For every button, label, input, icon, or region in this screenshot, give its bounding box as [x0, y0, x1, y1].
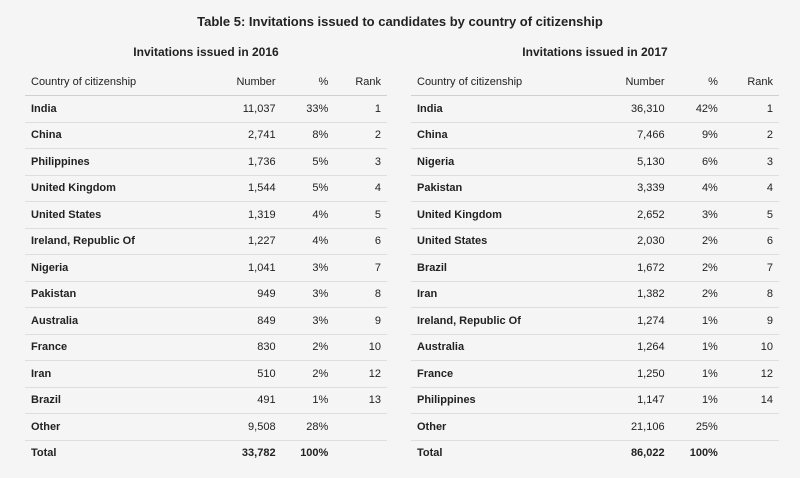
cell-rank: 7: [718, 255, 779, 282]
header-number: Number: [186, 69, 275, 96]
table-row: [411, 175, 779, 202]
table-2016-panel: [25, 44, 387, 466]
cell-country: China: [411, 122, 574, 149]
cell-rank: 3: [718, 149, 779, 176]
cell-rank: 13: [328, 387, 387, 414]
header-pct: %: [276, 69, 329, 96]
cell-pct: 1%: [665, 387, 718, 414]
cell-pct: 6%: [665, 149, 718, 176]
cell-country: Brazil: [25, 387, 186, 414]
cell-pct: 5%: [276, 175, 329, 202]
cell-pct: 1%: [665, 361, 718, 388]
cell-country: China: [25, 122, 186, 149]
cell-pct: 8%: [276, 122, 329, 149]
cell-pct: 3%: [276, 255, 329, 282]
cell-pct: 3%: [276, 308, 329, 335]
cell-pct: 2%: [276, 334, 329, 361]
cell-rank: 2: [718, 122, 779, 149]
cell-rank: 5: [718, 202, 779, 229]
cell-pct: 4%: [276, 202, 329, 229]
total-number: 86,022: [630, 447, 665, 460]
table-row: [25, 96, 387, 123]
cell-pct: 4%: [665, 175, 718, 202]
cell-rank: 8: [328, 281, 387, 308]
cell-number: 1,544: [186, 175, 275, 202]
cell-pct: 2%: [665, 255, 718, 282]
cell-number: 1,736: [186, 149, 275, 176]
table-row: [25, 149, 387, 176]
cell-country: India: [25, 96, 186, 123]
cell-country: France: [25, 334, 186, 361]
cell-number: 491: [186, 387, 275, 414]
table-2017-body: [411, 96, 779, 467]
cell-number: 1,382: [574, 281, 664, 308]
cell-pct: 25%: [665, 414, 718, 441]
total-rank: [328, 440, 387, 466]
cell-country: United States: [411, 228, 574, 255]
cell-country: Pakistan: [411, 175, 574, 202]
cell-rank: 5: [328, 202, 387, 229]
table-row: [411, 255, 779, 282]
cell-pct: 3%: [276, 281, 329, 308]
total-pct: 100%: [300, 447, 329, 460]
cell-number: 2,030: [574, 228, 664, 255]
table-row: [411, 414, 779, 441]
cell-rank: 9: [328, 308, 387, 335]
total-label: Total: [31, 447, 57, 460]
table-row: [25, 361, 387, 388]
cell-country: France: [411, 361, 574, 388]
table-row: [25, 308, 387, 335]
header-rank: Rank: [328, 69, 387, 96]
cell-pct: 2%: [276, 361, 329, 388]
cell-country: Ireland, Republic Of: [25, 228, 186, 255]
table-row: [411, 387, 779, 414]
cell-number: 1,227: [186, 228, 275, 255]
cell-rank: 7: [328, 255, 387, 282]
cell-country: United States: [25, 202, 186, 229]
cell-rank: 2: [328, 122, 387, 149]
cell-pct: 1%: [665, 334, 718, 361]
cell-number: 510: [186, 361, 275, 388]
cell-rank: 3: [328, 149, 387, 176]
cell-pct: 1%: [665, 308, 718, 335]
table-row: [25, 281, 387, 308]
header-pct: %: [665, 69, 718, 96]
table-row: [25, 255, 387, 282]
cell-country: Australia: [25, 308, 186, 335]
cell-pct: 2%: [665, 228, 718, 255]
cell-number: 3,339: [574, 175, 664, 202]
table-row: [25, 387, 387, 414]
table-2017-title: Invitations issued in 2017: [522, 45, 668, 59]
cell-pct: 5%: [276, 149, 329, 176]
table-row: [411, 361, 779, 388]
cell-rank: 4: [718, 175, 779, 202]
total-rank: [718, 440, 779, 466]
table-2016-title: Invitations issued in 2016: [133, 45, 279, 59]
cell-number: 11,037: [186, 96, 275, 123]
table-row: [25, 334, 387, 361]
cell-pct: 1%: [276, 387, 329, 414]
cell-country: Philippines: [25, 149, 186, 176]
cell-pct: 4%: [276, 228, 329, 255]
cell-country: Iran: [411, 281, 574, 308]
total-row: [25, 440, 387, 466]
cell-number: 7,466: [574, 122, 664, 149]
cell-rank: 9: [718, 308, 779, 335]
cell-number: 1,041: [186, 255, 275, 282]
table-row: [411, 334, 779, 361]
table-row: [411, 228, 779, 255]
cell-rank: 1: [718, 96, 779, 123]
table-row: [411, 96, 779, 123]
cell-rank: 6: [328, 228, 387, 255]
cell-country: Pakistan: [25, 281, 186, 308]
table-2016-body: [25, 96, 387, 467]
cell-number: 1,274: [574, 308, 664, 335]
cell-country: Nigeria: [25, 255, 186, 282]
cell-pct: 2%: [665, 281, 718, 308]
cell-rank: 6: [718, 228, 779, 255]
table-2017: [411, 69, 779, 466]
header-number: Number: [574, 69, 664, 96]
cell-pct: 33%: [276, 96, 329, 123]
cell-number: 2,652: [574, 202, 664, 229]
cell-rank: [718, 414, 779, 441]
table-row: [25, 202, 387, 229]
table-header-row: [25, 69, 387, 96]
table-2017-panel: [411, 44, 779, 466]
cell-rank: [328, 414, 387, 441]
cell-country: Nigeria: [411, 149, 574, 176]
table-row: [411, 281, 779, 308]
header-country: Country of citizenship: [25, 69, 186, 96]
cell-country: Brazil: [411, 255, 574, 282]
cell-rank: 12: [718, 361, 779, 388]
cell-number: 1,264: [574, 334, 664, 361]
cell-number: 1,147: [574, 387, 664, 414]
cell-number: 2,741: [186, 122, 275, 149]
table-row: [411, 149, 779, 176]
cell-country: Australia: [411, 334, 574, 361]
table-row: [411, 308, 779, 335]
table-row: [411, 122, 779, 149]
cell-rank: 14: [718, 387, 779, 414]
table-row: [25, 175, 387, 202]
table-row: [25, 414, 387, 441]
table-row: [25, 228, 387, 255]
cell-number: 1,250: [574, 361, 664, 388]
cell-number: 849: [186, 308, 275, 335]
cell-pct: 9%: [665, 122, 718, 149]
cell-number: 5,130: [574, 149, 664, 176]
table-row: [25, 122, 387, 149]
table-header-row: [411, 69, 779, 96]
cell-country: United Kingdom: [411, 202, 574, 229]
table-row: [411, 202, 779, 229]
cell-pct: 42%: [665, 96, 718, 123]
header-rank: Rank: [718, 69, 779, 96]
total-row: [411, 440, 779, 466]
cell-rank: 12: [328, 361, 387, 388]
cell-number: 9,508: [186, 414, 275, 441]
cell-rank: 10: [718, 334, 779, 361]
cell-rank: 8: [718, 281, 779, 308]
cell-number: 21,106: [574, 414, 664, 441]
cell-country: Philippines: [411, 387, 574, 414]
total-label: Total: [417, 447, 443, 460]
cell-number: 36,310: [574, 96, 664, 123]
page-title: Table 5: Invitations issued to candidates by country of citizenship: [197, 14, 603, 29]
cell-country: United Kingdom: [25, 175, 186, 202]
cell-country: Iran: [25, 361, 186, 388]
cell-country: Ireland, Republic Of: [411, 308, 574, 335]
total-pct: 100%: [689, 447, 718, 460]
cell-pct: 28%: [276, 414, 329, 441]
cell-rank: 1: [328, 96, 387, 123]
table-2016: [25, 69, 387, 466]
cell-number: 949: [186, 281, 275, 308]
cell-country: Other: [411, 414, 574, 441]
cell-number: 1,672: [574, 255, 664, 282]
cell-pct: 3%: [665, 202, 718, 229]
cell-country: India: [411, 96, 574, 123]
cell-number: 830: [186, 334, 275, 361]
cell-country: Other: [25, 414, 186, 441]
cell-rank: 4: [328, 175, 387, 202]
total-number: 33,782: [241, 447, 276, 460]
cell-number: 1,319: [186, 202, 275, 229]
cell-rank: 10: [328, 334, 387, 361]
header-country: Country of citizenship: [411, 69, 574, 96]
